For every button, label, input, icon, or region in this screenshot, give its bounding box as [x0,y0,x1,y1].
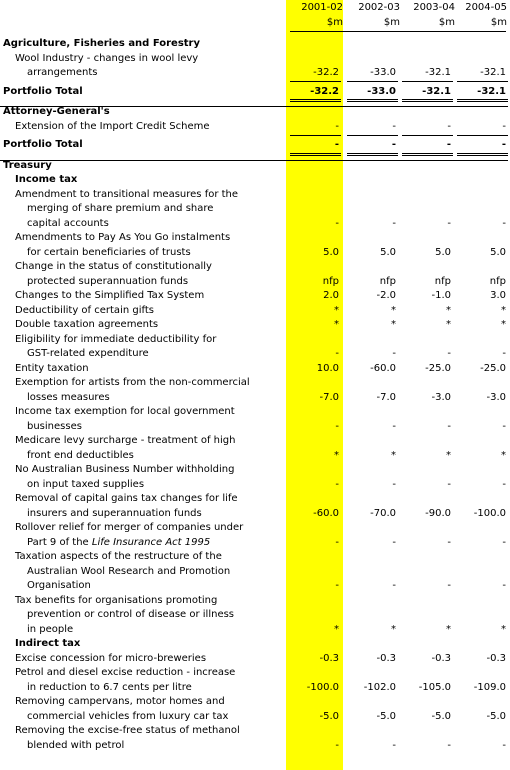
value-cell: * [334,319,339,330]
value-cell: * [334,304,339,316]
value-cell: -33.0 [367,85,396,97]
value-cell: - [447,478,451,490]
row-label: in reduction to 6.7 cents per litre [27,681,192,693]
value-cell: * [334,449,339,461]
row-label: on input taxed supplies [27,478,145,490]
value-cell: nfp [434,275,451,287]
value-cell: -32.2 [310,85,339,97]
col-year-2002-03: 2002-03 [358,2,400,13]
value-cell: - [335,739,339,751]
row-label: commercial vehicles from luxury car tax [27,710,229,722]
table-row-entry [0,522,510,551]
value-cell: -5.0 [486,710,506,722]
table-row-subheading [0,174,510,189]
row-label: Taxation aspects of the restructure of the [15,551,222,562]
row-label: insurers and superannuation funds [27,507,202,519]
table-row-entry [0,653,510,668]
total-double-rule [402,99,453,102]
value-cell: -5.0 [319,710,339,722]
row-label: Tax benefits for organisations promoting [15,594,218,606]
value-cell: -3.0 [431,391,451,403]
value-cell: - [502,217,506,229]
row-label: Extension of the Import Credit Scheme [15,120,210,132]
value-cell: 5.0 [490,246,506,258]
value-cell: - [392,348,396,359]
value-cell: - [502,420,506,432]
value-cell: -7.0 [319,391,339,403]
table-row-heading [0,38,510,53]
value-cell: -33.0 [370,67,396,78]
total-double-rule [347,153,398,156]
value-cell: - [502,348,506,359]
value-cell: - [392,217,396,229]
col-year-2003-04: 2003-04 [413,2,455,13]
value-cell: - [335,478,339,490]
row-label: Change in the status of constitutionally [15,261,212,272]
table-row-entry [0,696,510,725]
total-double-rule [402,153,453,156]
value-cell: -105.0 [418,681,451,693]
total-double-rule [290,153,341,156]
value-cell: -102.0 [363,681,396,693]
subtotal-rule [457,135,508,136]
value-cell: * [391,304,396,316]
subtotal-rule [290,135,341,136]
value-cell: - [447,739,451,751]
row-label: Petrol and diesel excise reduction - increase [15,667,236,678]
value-cell: -0.3 [376,652,396,664]
row-label: Amendment to transitional measures for the [15,188,239,200]
row-label: in people [27,623,74,635]
value-cell: -0.3 [431,652,451,664]
value-cell: * [446,319,451,330]
value-cell: -70.0 [370,507,396,519]
value-cell: * [446,623,451,635]
col-unit-2004-05: $m [490,17,507,28]
value-cell: * [391,449,396,461]
value-cell: - [447,217,451,229]
row-label: Wool Industry - changes in wool levy [15,52,199,64]
table-row-total [0,86,510,101]
col-year-2001-02: 2001-02 [301,2,343,13]
value-cell: * [501,623,506,635]
col-unit-2002-03: $m [383,17,400,28]
value-cell: - [447,420,451,432]
value-cell: - [502,739,506,751]
value-cell: - [392,536,396,548]
row-label: protected superannuation funds [27,275,189,287]
value-cell: -60.0 [313,507,339,519]
row-label: Removing campervans, motor homes and [15,696,225,707]
value-cell: * [446,304,451,316]
row-label: Removing the excise-free status of methanol [15,725,240,736]
table-row-entry [0,406,510,435]
table-row-heading [0,160,510,175]
table-row-entry [0,290,510,305]
value-cell: -109.0 [473,681,506,693]
table-row-entry [0,305,510,320]
value-cell: - [502,580,506,591]
row-label: blended with petrol [27,739,125,751]
table-row-total [0,139,510,154]
value-cell: - [502,536,506,548]
col-year-2004-05: 2004-05 [465,2,507,13]
subsection-heading: Indirect tax [15,638,81,649]
table-row-item [0,121,510,136]
value-cell: - [502,478,506,490]
value-cell: nfp [489,275,506,287]
value-cell: nfp [379,275,396,287]
table-row-entry [0,319,510,334]
value-cell: - [392,580,396,591]
value-cell: -100.0 [473,507,506,519]
value-cell: - [446,139,451,150]
value-cell: - [501,139,506,150]
value-cell: - [392,739,396,751]
row-label: capital accounts [27,217,109,229]
table-row-entry [0,261,510,290]
value-cell: - [335,217,339,229]
row-label: Removal of capital gains tax changes for life [15,493,238,504]
section-heading: Agriculture, Fisheries and Forestry [3,38,201,49]
value-cell: -25.0 [425,362,451,374]
value-cell: -32.2 [313,67,339,78]
subsection-heading: Income tax [15,174,78,185]
table-row-entry [0,435,510,464]
row-label: Entity taxation [15,362,89,374]
value-cell: - [447,580,451,591]
value-cell: -1.0 [431,290,451,301]
value-cell: 5.0 [380,246,396,258]
value-cell: -32.1 [480,67,506,78]
row-label: Eligibility for immediate deductibility for [15,333,217,345]
total-double-rule [347,99,398,102]
value-cell: * [501,449,506,461]
column-header-row [0,0,510,32]
row-label: Amendments to Pay As You Go instalments [15,232,231,243]
subtotal-rule [402,135,453,136]
value-cell: * [391,623,396,635]
subtotal-rule [457,81,508,82]
row-label: No Australian Business Number withholding [15,464,235,475]
table-row-subheading [0,638,510,653]
value-cell: - [392,420,396,432]
row-label: Part 9 of the Life Insurance Act 1995 [27,536,211,548]
value-cell: 5.0 [435,246,451,258]
value-cell: 10.0 [316,362,339,374]
value-cell: - [447,120,451,132]
value-cell: - [335,536,339,548]
value-cell: - [335,120,339,132]
value-cell: 3.0 [490,290,506,301]
value-cell: -32.1 [477,85,506,97]
subtotal-rule [347,135,398,136]
table-row-item [0,53,510,82]
value-cell: - [335,580,339,591]
subtotal-rule [347,81,398,82]
total-label: Portfolio Total [3,85,83,97]
col-unit-2001-02: $m [326,17,343,28]
row-label: Exemption for artists from the non-commercial [15,377,250,388]
value-cell: -2.0 [376,290,396,301]
row-label: Deductibility of certain gifts [15,304,154,316]
row-label: Organisation [27,580,91,591]
table-row-entry [0,363,510,378]
row-label: Excise concession for micro-breweries [15,652,207,664]
value-cell: -0.3 [486,652,506,664]
subtotal-rule [290,81,341,82]
total-double-rule [290,99,341,102]
value-cell: -5.0 [431,710,451,722]
table-row-entry [0,551,510,595]
value-cell: - [392,120,396,132]
row-label: GST-related expenditure [27,348,149,359]
value-cell: -100.0 [306,681,339,693]
subtotal-rule [402,81,453,82]
row-label: businesses [27,420,82,432]
value-cell: - [391,139,396,150]
row-label: for certain beneficiaries of trusts [27,246,191,258]
value-cell: -3.0 [486,391,506,403]
header-rule [290,31,506,32]
value-cell: -25.0 [480,362,506,374]
value-cell: * [501,319,506,330]
value-cell: - [335,420,339,432]
value-cell: nfp [322,275,339,287]
value-cell: - [502,120,506,132]
value-cell: -0.3 [319,652,339,664]
table-row-entry [0,464,510,493]
table-row-entry [0,232,510,261]
value-cell: -90.0 [425,507,451,519]
row-label: prevention or control of disease or illness [27,609,235,620]
row-label: Rollover relief for merger of companies under [15,522,244,533]
table-row-entry [0,725,510,754]
row-label: Income tax exemption for local government [15,406,235,417]
row-label: Australian Wool Research and Promotion [27,565,231,577]
total-double-rule [457,99,508,102]
row-label: Changes to the Simplified Tax System [15,290,205,301]
value-cell: * [334,623,339,635]
value-cell: -7.0 [376,391,396,403]
row-label: arrangements [27,67,98,78]
table-row-entry [0,493,510,522]
row-label: losses measures [27,391,110,403]
section-heading: Treasury [3,159,52,171]
value-cell: * [391,319,396,330]
value-cell: - [335,348,339,359]
value-cell: - [334,139,339,150]
row-label: Medicare levy surcharge - treatment of high [15,435,236,446]
value-cell: -5.0 [376,710,396,722]
value-cell: 5.0 [323,246,339,258]
value-cell: - [447,348,451,359]
row-label: merging of share premium and share [27,203,214,214]
value-cell: -32.1 [422,85,451,97]
table-row-entry [0,189,510,233]
table-body [0,38,510,754]
value-cell: -60.0 [370,362,396,374]
value-cell: * [446,449,451,461]
total-double-rule [457,153,508,156]
value-cell: - [392,478,396,490]
row-label: front end deductibles [27,449,134,461]
value-cell: * [501,304,506,316]
value-cell: - [447,536,451,548]
table-row-entry [0,595,510,639]
value-cell: 2.0 [323,290,339,301]
table-row-entry [0,377,510,406]
total-label: Portfolio Total [3,139,83,150]
table-row-heading [0,106,510,121]
table-row-entry [0,667,510,696]
value-cell: -32.1 [425,67,451,78]
row-label: Double taxation agreements [15,319,159,330]
col-unit-2003-04: $m [438,17,455,28]
table-row-entry [0,334,510,363]
section-heading: Attorney-General's [3,106,110,117]
